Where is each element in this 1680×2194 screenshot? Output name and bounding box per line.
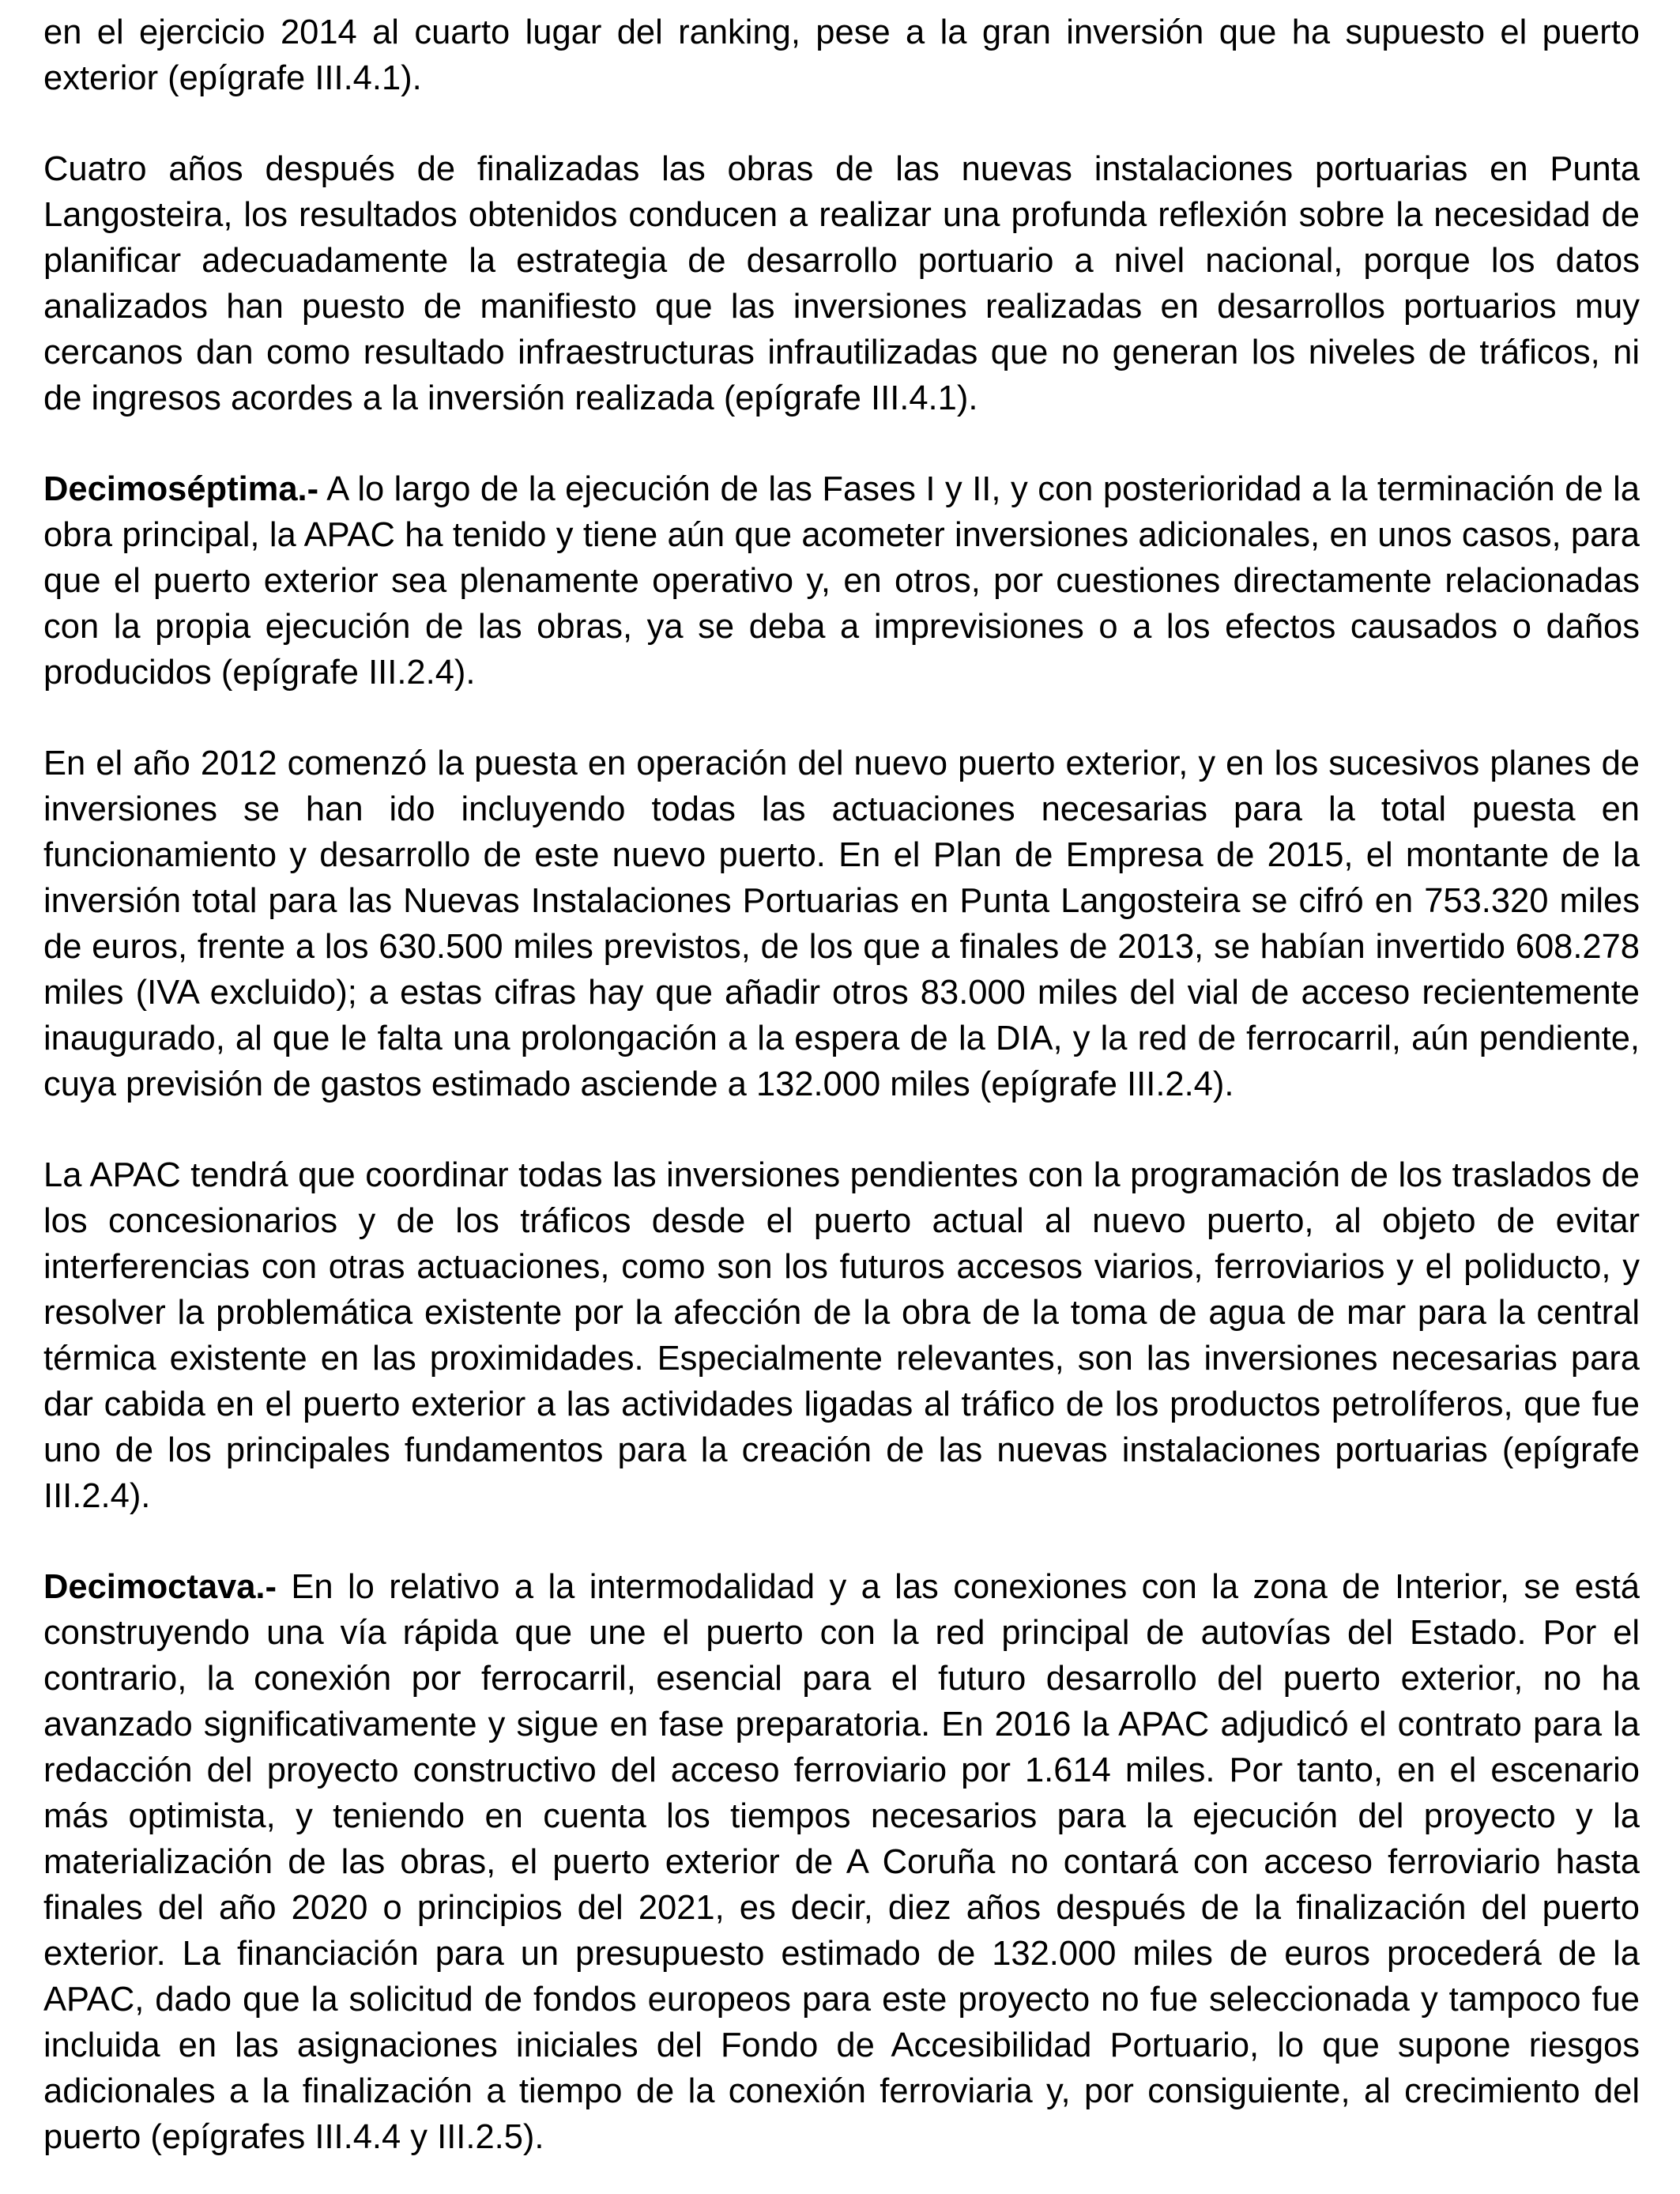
paragraph-continuation bbox=[43, 9, 1640, 101]
paragraph-text: En lo relativo a la intermodalidad y a las conexiones con la zona de Interior, se está construyendo una vía rápida que une el puerto con la red principal de autovías del Estado. Por el contrario, la conexión por ferrocarril, esencial para el futuro desarrollo del puerto exterior, no ha avanzado significativamente y sigue en fase preparatoria. En 2016 la APAC adjudicó el contrato para la redacción del proyecto constructivo del acceso ferroviario por 1.614 miles. Por tanto, en el escenario más optimista, y teniendo en cuenta los tiempos necesarios para la ejecución del proyecto y la materialización de las obras, el puerto exterior de A Coruña no contará con acceso ferroviario hasta finales del año 2020 o principios del 2021, es decir, diez años después de la finalización del puerto exterior. La financiación para un presupuesto estimado de 132.000 miles de euros procederá de la APAC, dado que la solicitud de fondos europeos para este proyecto no fue seleccionada y tampoco fue incluida en las asignaciones iniciales del Fondo de Accesibilidad Portuario, lo que supone riesgos adicionales a la finalización a tiempo de la conexión ferroviaria y, por consiguiente, al crecimiento del puerto (epígrafes III.4.4 y III.2.5). bbox=[43, 1568, 1640, 2156]
document-page bbox=[43, 9, 1640, 2160]
paragraph-text: Cuatro años después de finalizadas las obras de las nuevas instalaciones portuarias en Punta Langosteira, los resultados obtenidos conducen a realizar una profunda reflexión sobre la necesidad de planificar adecuadamente la estrategia de desarrollo portuario a nivel nacional, porque los datos analizados han puesto de manifiesto que las inversiones realizadas en desarrollos portuarios muy cercanos dan como resultado infraestructuras infrautilizadas que no generan los niveles de tráficos, ni de ingresos acordes a la inversión realizada (epígrafe III.4.1). bbox=[43, 150, 1640, 417]
paragraph-text: A lo largo de la ejecución de las Fases I y II, y con posterioridad a la terminación de la obra principal, la APAC ha tenido y tiene aún que acometer inversiones adicionales, en unos casos, para que el puerto exterior sea plenamente operativo y, en otros, por cuestiones directamente relacionadas con la propia ejecución de las obras, ya se deba a imprevisiones o a los efectos causados o daños producidos (epígrafe III.2.4). bbox=[43, 470, 1640, 692]
paragraph-text: en el ejercicio 2014 al cuarto lugar del ranking, pese a la gran inversión que ha supuesto el puerto exterior (epígrafe III.4.1). bbox=[43, 13, 1640, 97]
paragraph-investment-plan bbox=[43, 741, 1640, 1107]
paragraph-text: En el año 2012 comenzó la puesta en operación del nuevo puerto exterior, y en los sucesivos planes de inversiones se han ido incluyendo todas las actuaciones necesarias para la total puesta en funcionamiento y desarrollo de este nuevo puerto. En el Plan de Empresa de 2015, el montante de la inversión total para las Nuevas Instalaciones Portuarias en Punta Langosteira se cifró en 753.320 miles de euros, frente a los 630.500 miles previstos, de los que a finales de 2013, se habían invertido 608.278 miles (IVA excluido); a estas cifras hay que añadir otros 83.000 miles del vial de acceso recientemente inaugurado, al que le falta una prolongación a la espera de la DIA, y la red de ferrocarril, aún pendiente, cuya previsión de gastos estimado asciende a 132.000 miles (epígrafe III.2.4). bbox=[43, 745, 1640, 1103]
paragraph-decimoctava bbox=[43, 1564, 1640, 2160]
paragraph-text: La APAC tendrá que coordinar todas las inversiones pendientes con la programación de los traslados de los concesionarios y de los tráficos desde el puerto actual al nuevo puerto, al objeto de evitar interferencias con otras actuaciones, como son los futuros accesos viarios, ferroviarios y el poliducto, y resolver la problemática existente por la afección de la obra de la toma de agua de mar para la central térmica existente en las proximidades. Especialmente relevantes, son las inversiones necesarias para dar cabida en el puerto exterior a las actividades ligadas al tráfico de los productos petrolíferos, que fue uno de los principales fundamentos para la creación de las nuevas instalaciones portuarias (epígrafe III.2.4). bbox=[43, 1156, 1640, 1515]
paragraph-apac-coordination bbox=[43, 1152, 1640, 1519]
paragraph-lead-decimoctava: Decimoctava.- bbox=[43, 1568, 277, 1606]
paragraph-decimoseptima bbox=[43, 466, 1640, 696]
paragraph-lead-decimoseptima: Decimoséptima.- bbox=[43, 470, 319, 508]
paragraph-langosteira-reflection bbox=[43, 146, 1640, 421]
